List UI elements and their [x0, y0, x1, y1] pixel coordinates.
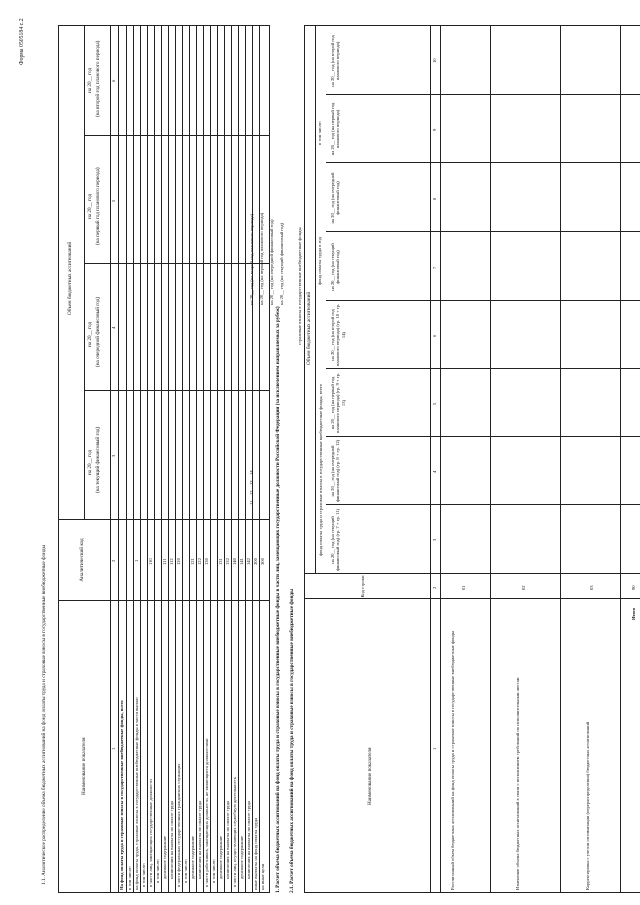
- t11-h-y3-sub: (на первый год планового периода): [95, 167, 101, 245]
- t21-colnum: 7: [432, 266, 437, 269]
- t11-row-label: в том числе:: [141, 863, 146, 887]
- t21-row-code: 02: [521, 585, 526, 590]
- t21-colnum: 9: [432, 128, 437, 131]
- t11-row-label: в части лиц, осуществляющих служебную деятельность: [232, 777, 237, 887]
- t21-h-fot: фонд оплаты труда в год: [317, 237, 322, 285]
- t11-row-code: 130: [204, 558, 209, 565]
- t11-row-label: иные выплаты на фонд оплаты труда: [253, 817, 258, 890]
- t21-row-code: 01: [461, 585, 466, 590]
- t21-colnum: 4: [432, 470, 437, 473]
- t11-row-label: в части федеральных государственных гражданских служащих: [176, 763, 181, 887]
- t21-row-code: 03: [589, 585, 594, 590]
- t11-colnum: 4: [111, 326, 116, 329]
- t21-h-c6: на 20__ год (на второй год планового периода) (гр. 10 + гр. 14): [330, 303, 346, 367]
- t21-row-label: Изменение объема бюджетных ассигнований в связи с исполнением требований по исполнительным листам: [515, 677, 520, 890]
- t11-h-y2: на 20__ год: [87, 321, 93, 347]
- t21-colnum: 10: [432, 58, 437, 63]
- t21-h-insurance: страховые взносы в государственные внебюджетные фонды: [297, 227, 302, 345]
- t21-h-c7: на 20__ год (на текущий финансовый год): [330, 243, 341, 291]
- t21-colnum: 13: [249, 480, 254, 485]
- t11-row-label: в том числе:: [155, 859, 160, 883]
- t11-row-code: 142: [246, 558, 251, 565]
- t21-colnum: 1: [432, 747, 437, 750]
- t11-row-code: 111: [162, 558, 167, 565]
- t21-h-c14: на 20__ год (на второй год планового периода): [249, 213, 254, 305]
- t21-h-fot-total: фонд оплаты труда и страховые взносы в государственные внебюджетные фонды, всего: [318, 383, 323, 557]
- t11-row-label: начисления на выплаты по оплате труда: [197, 800, 202, 879]
- t21-row-label: Рассчитанный объем бюджетных ассигнований на фонд оплаты труда и страховые взносы в государственные внебюджетные фонды: [450, 630, 455, 890]
- t21-colnum: 3: [432, 538, 437, 541]
- t21-colnum: 5: [432, 402, 437, 405]
- t11-h-y1: на 20__ год: [87, 449, 93, 475]
- t11-row-code: 132: [225, 558, 230, 565]
- t11-row-code: 200: [253, 558, 258, 565]
- t11-row-label: денежное содержание: [190, 835, 195, 879]
- t11-row-code: 131: [218, 558, 223, 565]
- t11-row-code: 110: [148, 558, 153, 565]
- t21-h-volume: Объем бюджетных ассигнований: [306, 291, 312, 365]
- t21-colnum: 6: [432, 334, 437, 337]
- t11-row-label: на иные цели: [260, 863, 265, 890]
- t21-row-label: Корректировка с учетом оптимизации (перераспределения) бюджетных ассигнований: [585, 721, 590, 890]
- t11-row-code: 141: [239, 558, 244, 565]
- t21-h-c8: на 20__ год (на очередной финансовый год): [330, 172, 341, 224]
- t21-h-name: Наименование показателя: [367, 747, 373, 805]
- t11-colnum: 5: [111, 199, 116, 202]
- section-1-title: 1. Расчет объема бюджетных ассигнований на фонд оплаты труда и страховые взносы в государственные внебюджетные фонды в части лиц, замещающих государственные должности Российской Федерации (за исключением направляемых за рубеж): [275, 306, 281, 893]
- t11-h-y4: на 20__ год: [87, 67, 93, 93]
- t11-row-code: 121: [190, 558, 195, 565]
- t11-h-y4-sub: (на второй год планового периода): [95, 40, 101, 117]
- t11-h-code: Аналитический код: [79, 538, 85, 582]
- t21-h-c12: на 20__ год (на очередной финансовый год): [269, 219, 274, 305]
- t11-row-label: начисления на выплаты по оплате труда: [225, 800, 230, 879]
- t11-h-y2-sub: (на очередной финансовый год): [95, 296, 101, 367]
- t11-colnum: 2: [111, 559, 116, 562]
- t21-colnum: 8: [432, 197, 437, 200]
- section-2-1-title: 2.1. Расчет объема бюджетных ассигнований на фонд оплаты труда и страховые взносы в государственные внебюджетные фонды: [289, 588, 295, 893]
- t11-colnum: 3: [111, 454, 116, 457]
- t21-colnum: 14: [249, 470, 254, 475]
- t21-colnum: 11: [249, 500, 254, 505]
- t21-h-c10: на 20__ год (на второй год планового периода): [330, 35, 341, 87]
- t11-colnum: 1: [111, 747, 116, 750]
- t21-h-c11: на 20__ год (на текущий финансовый год): [279, 222, 284, 305]
- t11-row-label: денежное содержание: [239, 835, 244, 879]
- t11-row-code: 120: [176, 558, 181, 565]
- t11-colnum: 6: [111, 79, 116, 82]
- t21-h-in-that: в том числе:: [317, 121, 322, 145]
- t11-row-code: 300: [260, 558, 265, 565]
- form-code: Форма 0505184 с.2: [19, 18, 25, 65]
- t11-h-y1-sub: (на текущий финансовый год): [95, 426, 101, 493]
- t11-h-volume: Объем бюджетных ассигнований: [67, 241, 73, 315]
- t21-h-rowcode: Код строки: [360, 575, 365, 598]
- t21-total-label: Итого: [631, 607, 636, 620]
- t11-row-label: в том числе:: [211, 859, 216, 883]
- t11-row-label: начисления на выплаты по оплате труда: [246, 800, 251, 879]
- t11-row-label: в том числе:: [183, 859, 188, 883]
- t21-h-c13: на 20__ год (на первый год планового периода): [259, 212, 264, 305]
- t11-row-label: на фонд оплаты труда, страховые взносы в государственные внебюджетные фонды в части выплат: [134, 696, 139, 890]
- t11-row-code: 1: [134, 559, 139, 562]
- t11-h-y3: на 20__ год: [87, 193, 93, 219]
- t11-row-code: 140: [232, 558, 237, 565]
- t21-colnum: 12: [249, 490, 254, 495]
- t11-row-code: 122: [197, 558, 202, 565]
- t21-total-code: 90: [631, 585, 636, 590]
- t21-colnum: 2: [432, 586, 437, 589]
- t11-row-label: в части лиц, замещающих государственные должности: [148, 779, 153, 887]
- t11-row-label: начисления на выплаты по оплате труда: [169, 800, 174, 879]
- t21-h-c3: на 20__ год (на текущий финансовый год) (гр. 7 + гр. 11): [330, 508, 341, 572]
- t21-h-c9: на 20__ год (на первый год планового периода): [330, 102, 341, 156]
- t11-row-label: денежное содержание: [162, 835, 167, 879]
- t21-h-c5: на 20__ год (на первый год планового периода) (гр. 9 + гр. 13): [330, 372, 346, 434]
- t11-row-label: в части работников, замещающих должности, не являющиеся должностями: [204, 738, 209, 887]
- t11-row-code: 112: [169, 558, 174, 565]
- t11-h-name: Наименование показателя: [81, 737, 87, 795]
- t11-row-label: На фонд оплаты труда и страховые взносы в государственные внебюджетные фонды, всего: [119, 700, 124, 890]
- t11-row-label: в том числе:: [127, 866, 132, 890]
- t11-row-label: денежное содержание: [218, 835, 223, 879]
- t21-h-c4: на 20__ год (на очередной финансовый год) (гр. 8 + гр. 12): [330, 439, 341, 503]
- section-1-1-title: 1.1. Аналитическое распределение объема бюджетных ассигнований на фонд оплаты труда и страховые взносы в государственные внебюджетные фонды: [41, 545, 47, 885]
